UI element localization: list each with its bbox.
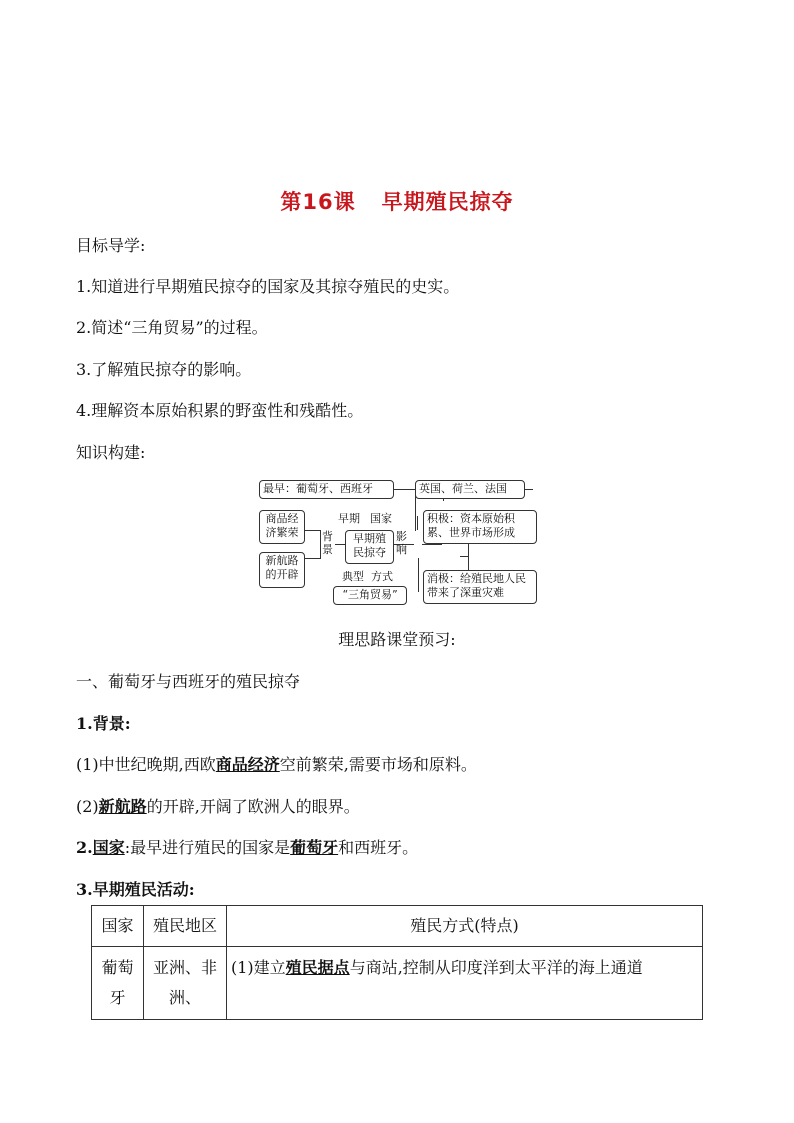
method-prefix: (1)建立 [231, 958, 286, 977]
goal-item-4: 4.理解资本原始积累的野蛮性和残酷性。 [76, 401, 364, 420]
country-point [76, 835, 418, 858]
cell-country: 葡萄牙 [92, 947, 144, 1020]
diagram-later-countries-box: 英国、荷兰、法国 [415, 480, 525, 499]
goal-item-1: 1.知道进行早期殖民掠夺的国家及其掠夺殖民的史实。 [76, 277, 460, 296]
goal-item-2: 2.简述“三角贸易”的过程。 [76, 318, 268, 337]
line-left-b [305, 558, 321, 559]
section1-heading: 一、葡萄牙与西班牙的殖民掠夺 [76, 672, 301, 691]
country-suffix: 和西班牙。 [338, 838, 419, 857]
background-point-1 [76, 752, 477, 775]
method-suffix: 与商站,控制从印度洋到太平洋的海上通道 [349, 958, 643, 977]
diagram-negative-box: 消极：给殖民地人民带来了深重灾难 [423, 570, 537, 604]
bg2-keyword: 新航路 [98, 797, 147, 816]
lesson-name: 早期殖民掠夺 [381, 190, 514, 214]
bg1-suffix: 空前繁荣,需要市场和原料。 [279, 755, 477, 774]
method-keyword: 殖民据点 [285, 958, 350, 977]
bg2-suffix: 的开辟,开阔了欧洲人的眼界。 [146, 797, 360, 816]
diagram-method-label: 方式 [371, 570, 393, 583]
bg2-prefix: (2) [76, 797, 99, 816]
bg1-keyword: 商品经济 [215, 755, 280, 774]
diagram-early-label: 早期 [338, 512, 360, 525]
diagram-center-box: 早期殖民掠夺 [345, 530, 394, 564]
goal-item-3: 3.了解殖民掠夺的影响。 [76, 360, 252, 379]
knowledge-heading: 知识构建: [76, 443, 146, 462]
background-heading: 1.背景: [76, 714, 131, 733]
header-country: 国家 [92, 906, 144, 947]
diagram-earliest-box: 最早：葡萄牙、西班牙 [259, 480, 394, 499]
header-region: 殖民地区 [144, 906, 227, 947]
diagram-triangle-trade-box: “三角贸易” [333, 586, 407, 605]
line-left-a [305, 530, 321, 531]
bg1-prefix: (1)中世纪晚期,西欧 [76, 755, 216, 774]
line-to-influence [422, 544, 442, 545]
colonial-activity-table [91, 905, 703, 1020]
diagram-economy-box: 商品经济繁荣 [259, 510, 305, 544]
line-center-down [418, 558, 419, 592]
activity-heading: 3.早期殖民活动: [76, 880, 195, 899]
page-title [0, 186, 794, 216]
knowledge-diagram [250, 474, 550, 610]
line-center-top [417, 516, 418, 530]
country-mid: :最早进行殖民的国家是 [124, 838, 291, 857]
lesson-number: 第16课 [280, 190, 356, 214]
diagram-positive-box: 积极：资本原始积累、世界市场形成 [423, 510, 537, 544]
table-row [92, 947, 703, 1020]
line-bg-center [335, 544, 345, 545]
background-point-2 [76, 794, 360, 817]
table-header-row [92, 906, 703, 947]
preview-caption: 理思路课堂预习: [338, 630, 456, 649]
header-method: 殖民方式(特点) [227, 906, 703, 947]
country-keyword: 国家 [92, 838, 125, 857]
diagram-influence-label: 影响 [396, 530, 407, 556]
line-left-bracket [320, 530, 321, 558]
cell-method [227, 947, 703, 1020]
line-influence-bracket [460, 556, 469, 557]
diagram-typical-label: 典型 [342, 570, 364, 583]
diagram-country-label: 国家 [370, 512, 392, 525]
country-number: 2. [76, 838, 93, 857]
diagram-background-label: 背景 [322, 530, 333, 556]
diagram-new-route-box: 新航路的开辟 [259, 552, 305, 588]
cell-region: 亚洲、非洲、 [144, 947, 227, 1020]
goals-heading: 目标导学: [76, 236, 146, 255]
portugal-keyword: 葡萄牙 [290, 838, 339, 857]
